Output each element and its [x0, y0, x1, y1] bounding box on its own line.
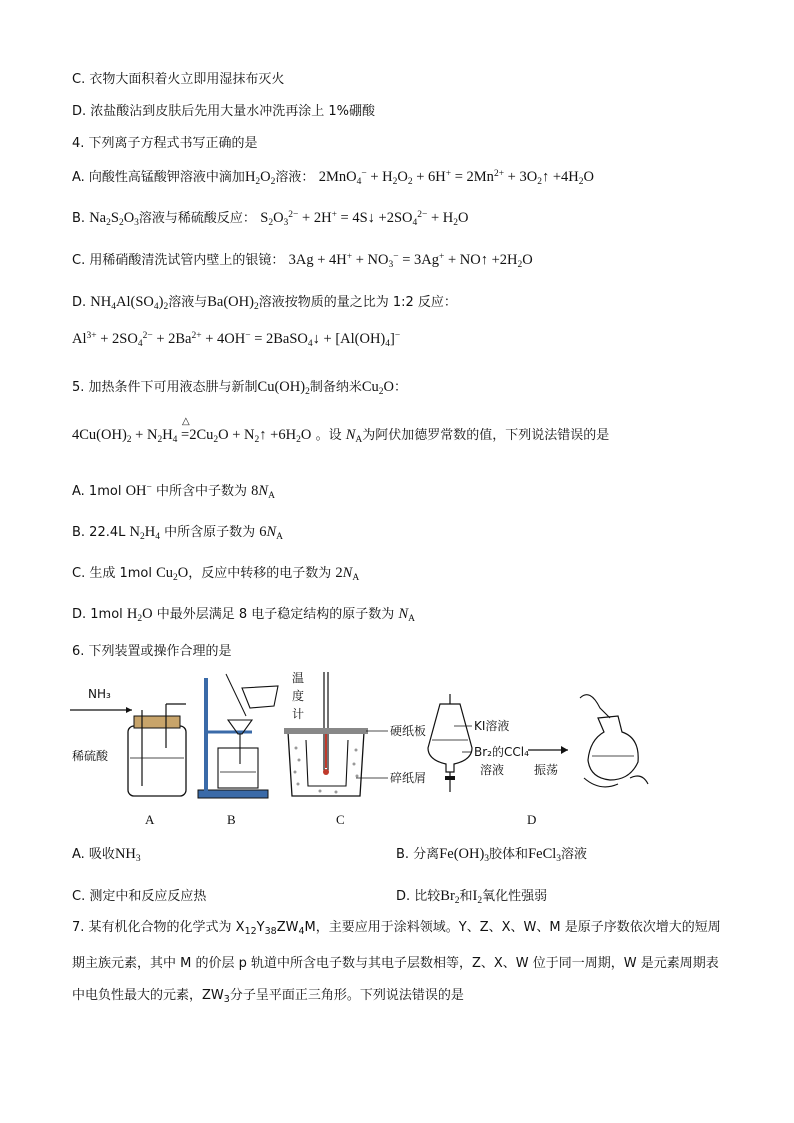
- dilute-acid-label: 稀硫酸: [72, 749, 109, 763]
- svg-text:KI溶液: KI溶液: [474, 719, 510, 733]
- question-5-equation: $4Cu(OH)_2 + N_2H_4$ △ $=2Cu_2O$ + $N_2↑ +6H_2O$ 。设 $N_A$为阿伏加德罗常数的值，下列说法错误的是: [72, 416, 610, 445]
- svg-text:硬纸板: 硬纸板: [390, 724, 427, 738]
- question-7: 7. 某有机化合物的化学式为 $X_{12}Y_{38}ZW_4M$，主要应用于涂料领域。Y、Z、X、W、M 是原子序数依次增大的短周期主族元素，其中 M 的价层 p 轨道中所含电子数与其电子层数相等，Z、X、W 位于同一周期，W 是元素周期表中电负性最大的元素，$ZW_3$分子呈平面正三角形。下列说法错误的是: [72, 920, 721, 1005]
- svg-text:碎纸屑: 碎纸屑: [390, 771, 427, 785]
- question-6: 6. 下列装置或操作合理的是: [72, 644, 232, 659]
- option-4d: D. $NH_4Al(SO_4)_2$溶液与$Ba(OH)_2$溶液按物质的量之比为 1:2 反应：: [72, 294, 457, 312]
- option-6b: B. 分离$Fe(OH)_3$胶体和FeCl$_3$溶液: [396, 846, 588, 864]
- apparatus-b: [198, 674, 278, 798]
- figure-label-b: B: [227, 812, 236, 827]
- option-3c: C. 衣物大面积着火立即用湿抹布灭火: [72, 72, 285, 87]
- figure-label-d: D: [527, 812, 537, 827]
- svg-text:振荡: 振荡: [534, 763, 559, 777]
- option-4b: B. $Na_2S_2O_3$溶液与稀硫酸反应： $S_2O_3^{2-} + 2H^+$ = 4S↓ $+2SO_4^{2-} + H_2O$: [72, 210, 469, 228]
- option-4d-equation: $Al^{3+} + 2SO_4^{2-} + 2Ba^{2+} + 4OH^-$ = 2BaSO$_4$↓ + $[Al(OH)_4]^-$: [72, 331, 401, 349]
- question-4: 4. 下列离子方程式书写正确的是: [72, 136, 258, 151]
- apparatus-figure: [70, 668, 650, 828]
- option-3d: D. 浓盐酸沾到皮肤后先用大量水冲洗再涂上 1%硼酸: [72, 104, 376, 119]
- figure-label-c: C: [336, 812, 345, 827]
- apparatus-a: [70, 687, 186, 796]
- figure-label-a: A: [145, 812, 155, 827]
- svg-text:溶液: 溶液: [480, 763, 505, 777]
- option-5c: C. 生成 1mol $Cu_2O$，反应中转移的电子数为 $2N_A$: [72, 565, 360, 583]
- option-5d: D. 1mol $H_2O$ 中最外层满足 8 电子稳定结构的原子数为 $N_A$: [72, 606, 415, 624]
- svg-text:温: 温: [292, 671, 305, 685]
- option-5a: A. 1mol OH− 中所含中子数为 $8N_A$: [72, 483, 275, 501]
- option-4c: C. 用稀硝酸清洗试管内壁上的银镜： $3Ag + 4H^+ + NO_3^- = 3Ag^+$ + NO↑ $+2H_2O$: [72, 252, 533, 270]
- option-6d: D. 比较$Br_2$和$I_2$氧化性强弱: [396, 888, 548, 906]
- svg-text:度: 度: [292, 689, 305, 703]
- option-6a: A. 吸收$NH_3$: [72, 846, 141, 864]
- svg-text:计: 计: [292, 707, 305, 721]
- option-5b: B. 22.4L $N_2H_4$ 中所含原子数为 $6N_A$: [72, 524, 284, 542]
- option-4a: A. 向酸性高锰酸钾溶液中滴加$H_2O_2$溶液： $2MnO_4^- + H_2O_2 + 6H^+ = 2Mn^{2+}$ + $3O_2↑ +4H_2O$: [72, 169, 594, 187]
- option-6c: C. 测定中和反应反应热: [72, 889, 207, 904]
- question-5: 5. 加热条件下可用液态肼与新制$Cu(OH)_2$制备纳米$Cu_2O$：: [72, 379, 408, 397]
- nh3-label: NH₃: [88, 687, 111, 701]
- apparatus-c: [284, 671, 426, 796]
- apparatus-d: [428, 694, 648, 792]
- svg-text:Br₂的CCl₄: Br₂的CCl₄: [474, 745, 529, 759]
